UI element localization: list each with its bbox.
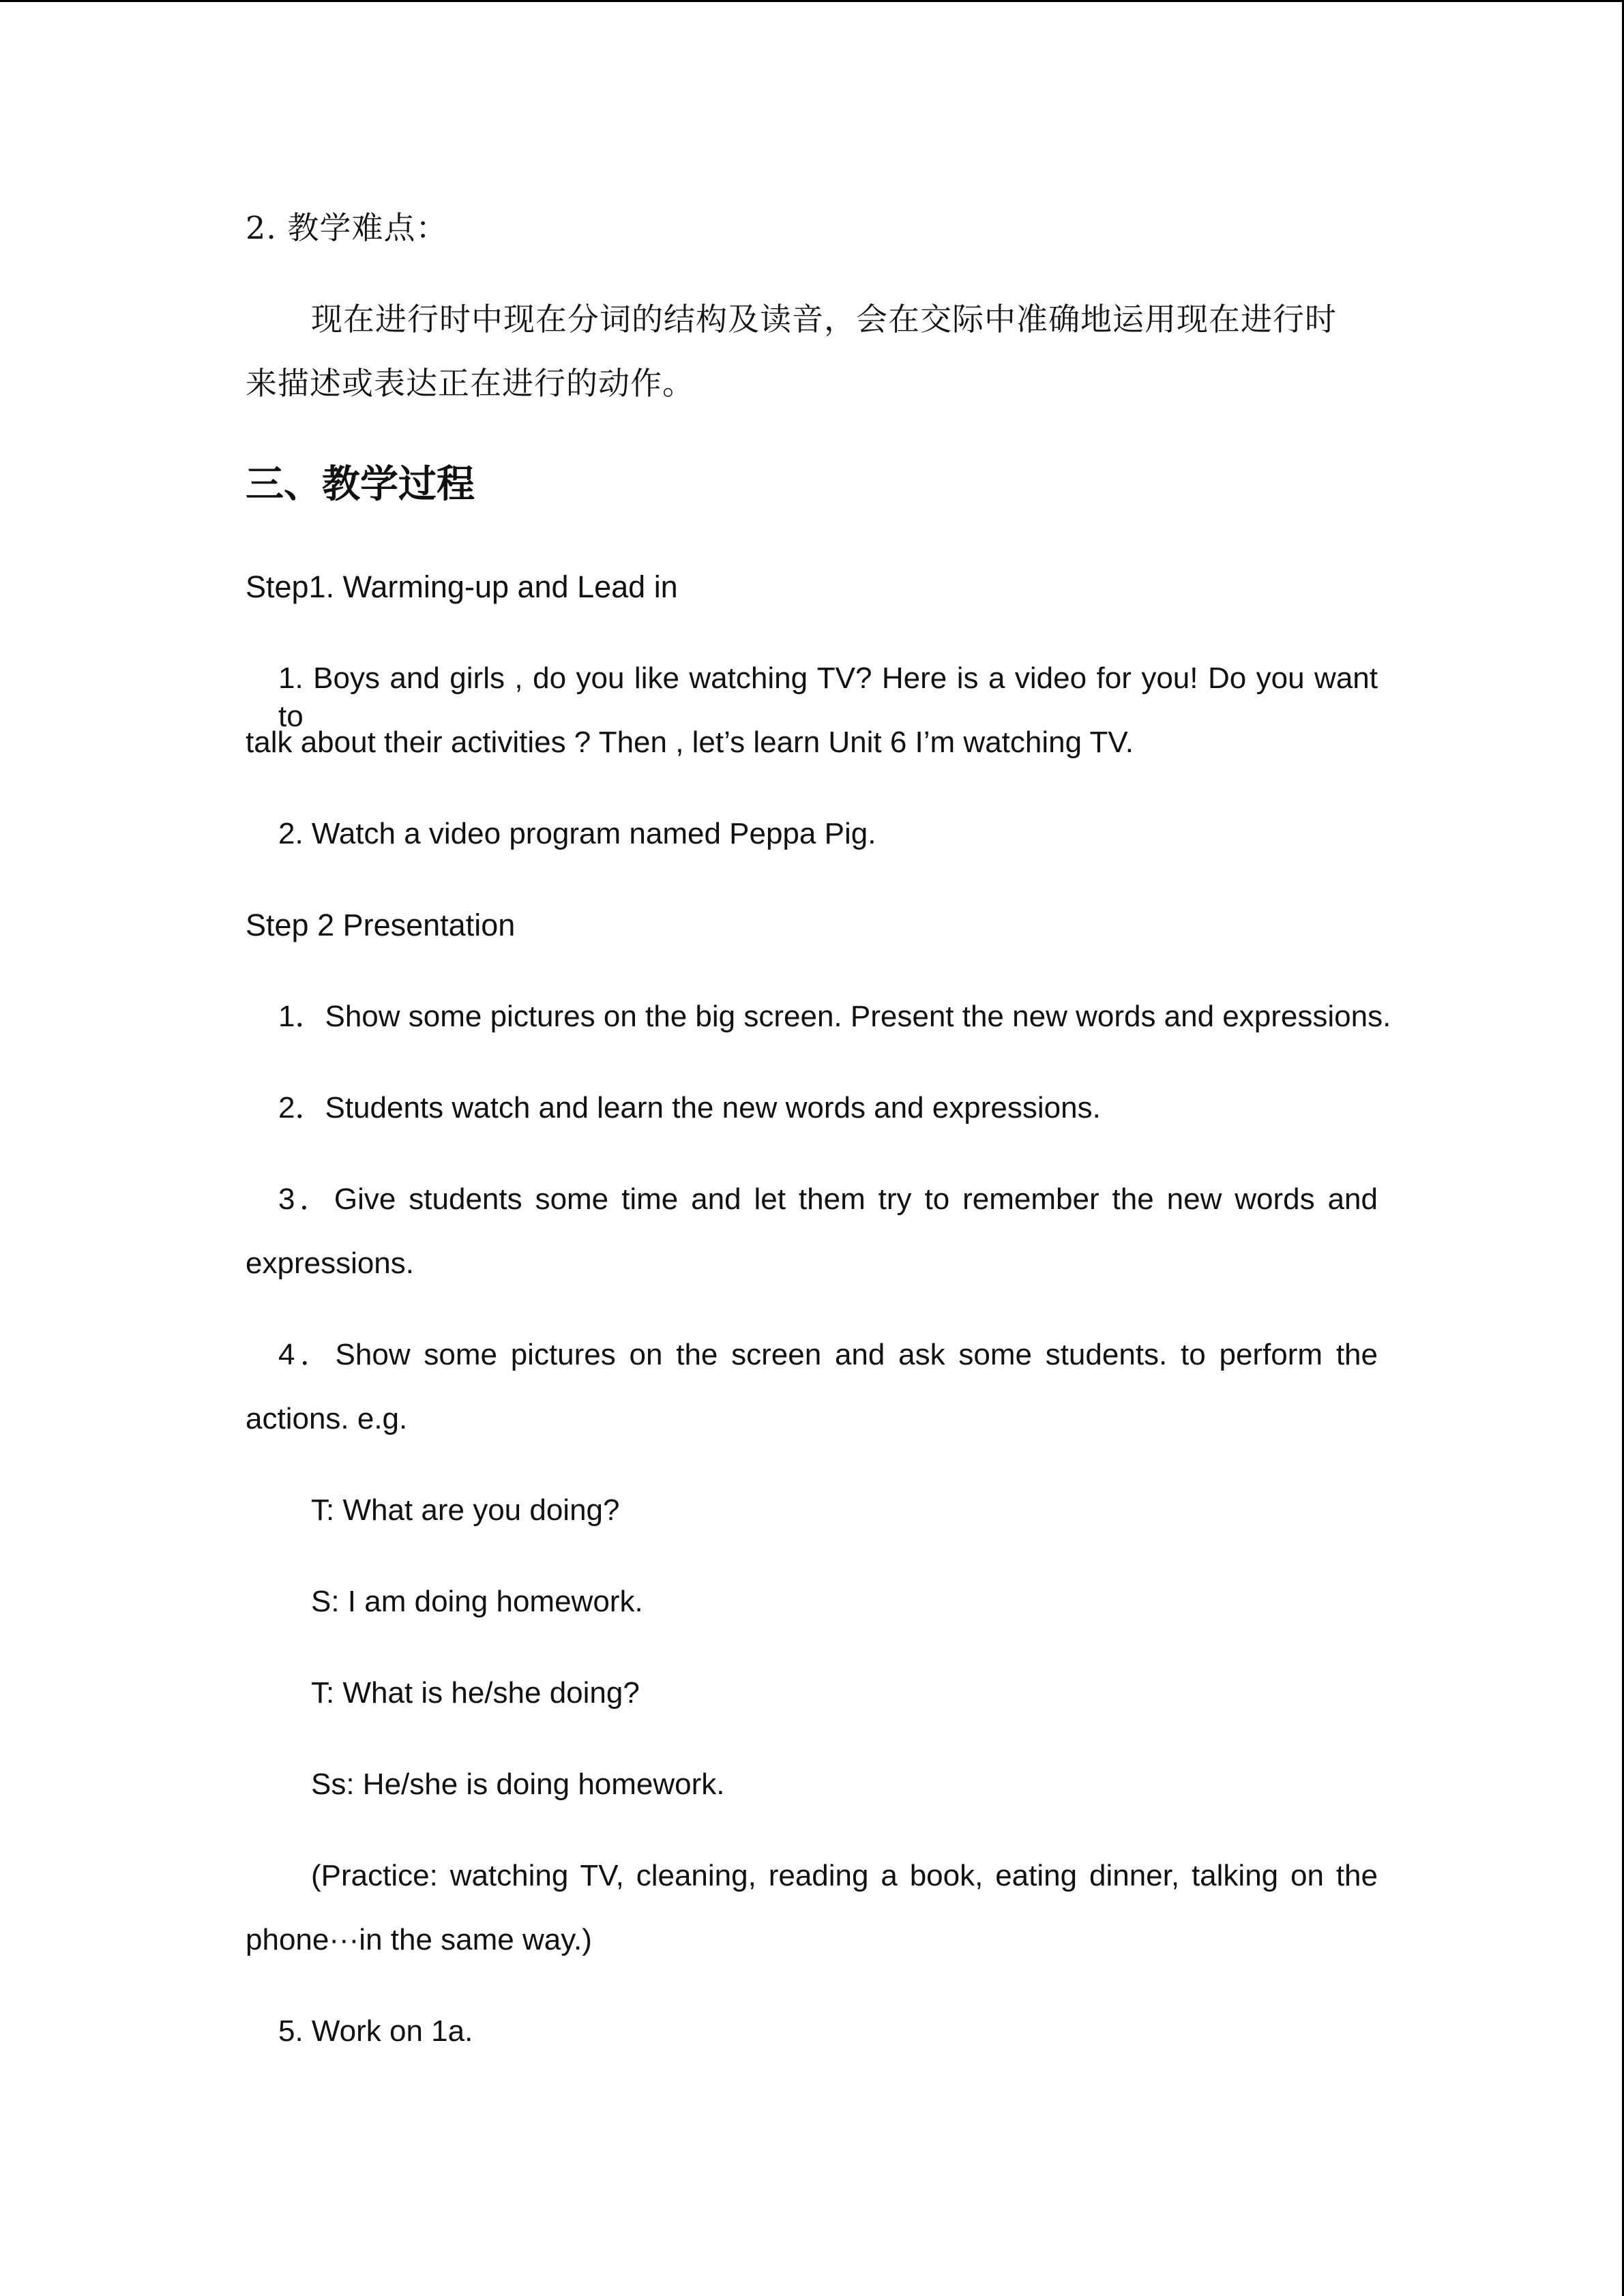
step1-item1-line2: talk about their activities ? Then , let’s learn Unit 6 I’m watching TV.: [246, 726, 1134, 759]
step2-item2: 2．Students watch and learn the new words and expressions.: [278, 1091, 1101, 1124]
dialogue-line: T: What are you doing?: [311, 1493, 620, 1527]
step2-item3-line2: expressions.: [246, 1247, 415, 1280]
dialogue-line: Ss: He/she is doing homework.: [311, 1768, 725, 1801]
dialogue-line: S: I am doing homework.: [311, 1585, 643, 1618]
step2-item4-line1: 4．Show some pictures on the screen and ask some students. to perform the: [278, 1338, 1378, 1371]
step1-heading: Step1. Warming-up and Lead in: [246, 569, 678, 604]
step2-item3-line1: 3．Give students some time and let them try to remember the new words and: [278, 1182, 1378, 1216]
step2-item1: 1．Show some pictures on the big screen. Present the new words and expressions.: [278, 1000, 1391, 1033]
step2-heading: Step 2 Presentation: [246, 908, 516, 942]
practice-line1: (Practice: watching TV, cleaning, reading a book, eating dinner, talking on the: [311, 1859, 1378, 1892]
section-title: 三、教学过程: [246, 462, 475, 507]
dialogue-line: T: What is he/she doing?: [311, 1676, 640, 1710]
step1-item1-line1: 1. Boys and girls , do you like watching TV? Here is a video for you! Do you want to: [278, 661, 1378, 733]
difficulty-text-line1: 现在进行时中现在分词的结构及读音，会在交际中准确地运用现在进行时: [311, 301, 1337, 338]
step2-item5: 5. Work on 1a.: [278, 2014, 473, 2048]
difficulty-heading: 2. 教学难点：: [246, 209, 448, 246]
step1-item2: 2. Watch a video program named Peppa Pig.: [278, 817, 876, 850]
difficulty-text-line2: 来描述或表达正在进行的动作。: [246, 365, 694, 402]
page-top-border: [0, 0, 1624, 2]
step2-item4-line2: actions. e.g.: [246, 1402, 408, 1435]
practice-line2: phone···in the same way.): [246, 1923, 592, 1956]
